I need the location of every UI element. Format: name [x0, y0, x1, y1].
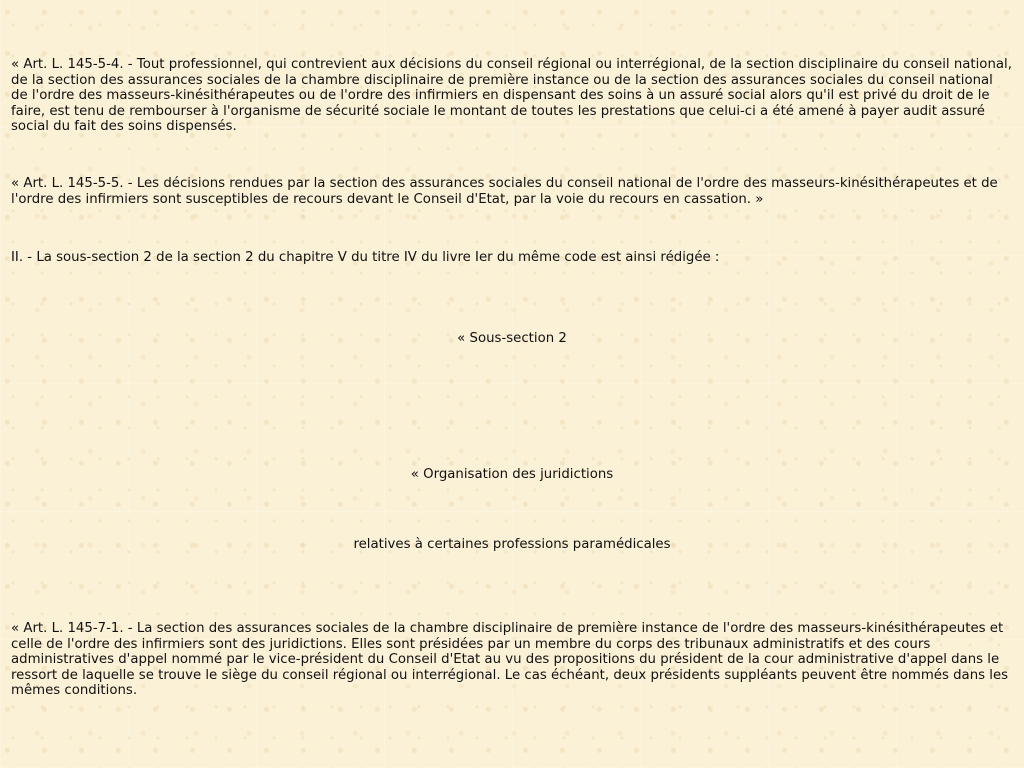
subsection-title-line2: relatives à certaines professions paramédicales	[353, 537, 671, 552]
article-l145-5-4: « Art. L. 145-5-4. - Tout professionnel, qui contrevient aux décisions du conseil régional ou interrégional, de la section disciplinaire du conseil national, de la section des assurances sociales de la chambre disciplinaire de première instance ou de la section des assurances sociales du conseil national de l'ordre des masseurs-kinésithérapeutes ou de l'ordre des infirmiers en dispensant des soins à un assuré social alors qu'il est privé du droit de le faire, est tenu de rembourser à l'organisme de sécurité sociale le montant de toutes les prestations que celui-ci a été amené à payer audit assuré social du fait des soins dispensés.	[11, 57, 1012, 134]
article-l145-7-1: « Art. L. 145-7-1. - La section des assurances sociales de la chambre disciplinaire de première instance de l'ordre des masseurs-kinésithérapeutes et celle de l'ordre des infirmiers sont des juridictions. Elles sont présidées par un membre du corps des tribunaux administratifs et des cours administratives d'appel nommé par le vice-président du Conseil d'Etat au vu des propositions du président de la cour administrative d'appel dans le ressort de laquelle se trouve le siège du conseil régional ou interrégional. Le cas échéant, deux présidents suppléants peuvent être nommés dans les mêmes conditions.	[11, 621, 1009, 698]
subsection-heading: « Sous-section 2	[457, 331, 567, 346]
article-l145-5-5: « Art. L. 145-5-5. - Les décisions rendues par la section des assurances sociales du conseil national de l'ordre des masseurs-kinésithérapeutes et de l'ordre des infirmiers sont susceptibles de recours devant le Conseil d'Etat, par la voie du recours en cassation. »	[11, 176, 998, 207]
subsection-title-line1: « Organisation des juridictions	[410, 467, 614, 482]
section-ii-paragraph: II. - La sous-section 2 de la section 2 du chapitre V du titre IV du livre Ier du même code est ainsi rédigée :	[11, 250, 720, 265]
